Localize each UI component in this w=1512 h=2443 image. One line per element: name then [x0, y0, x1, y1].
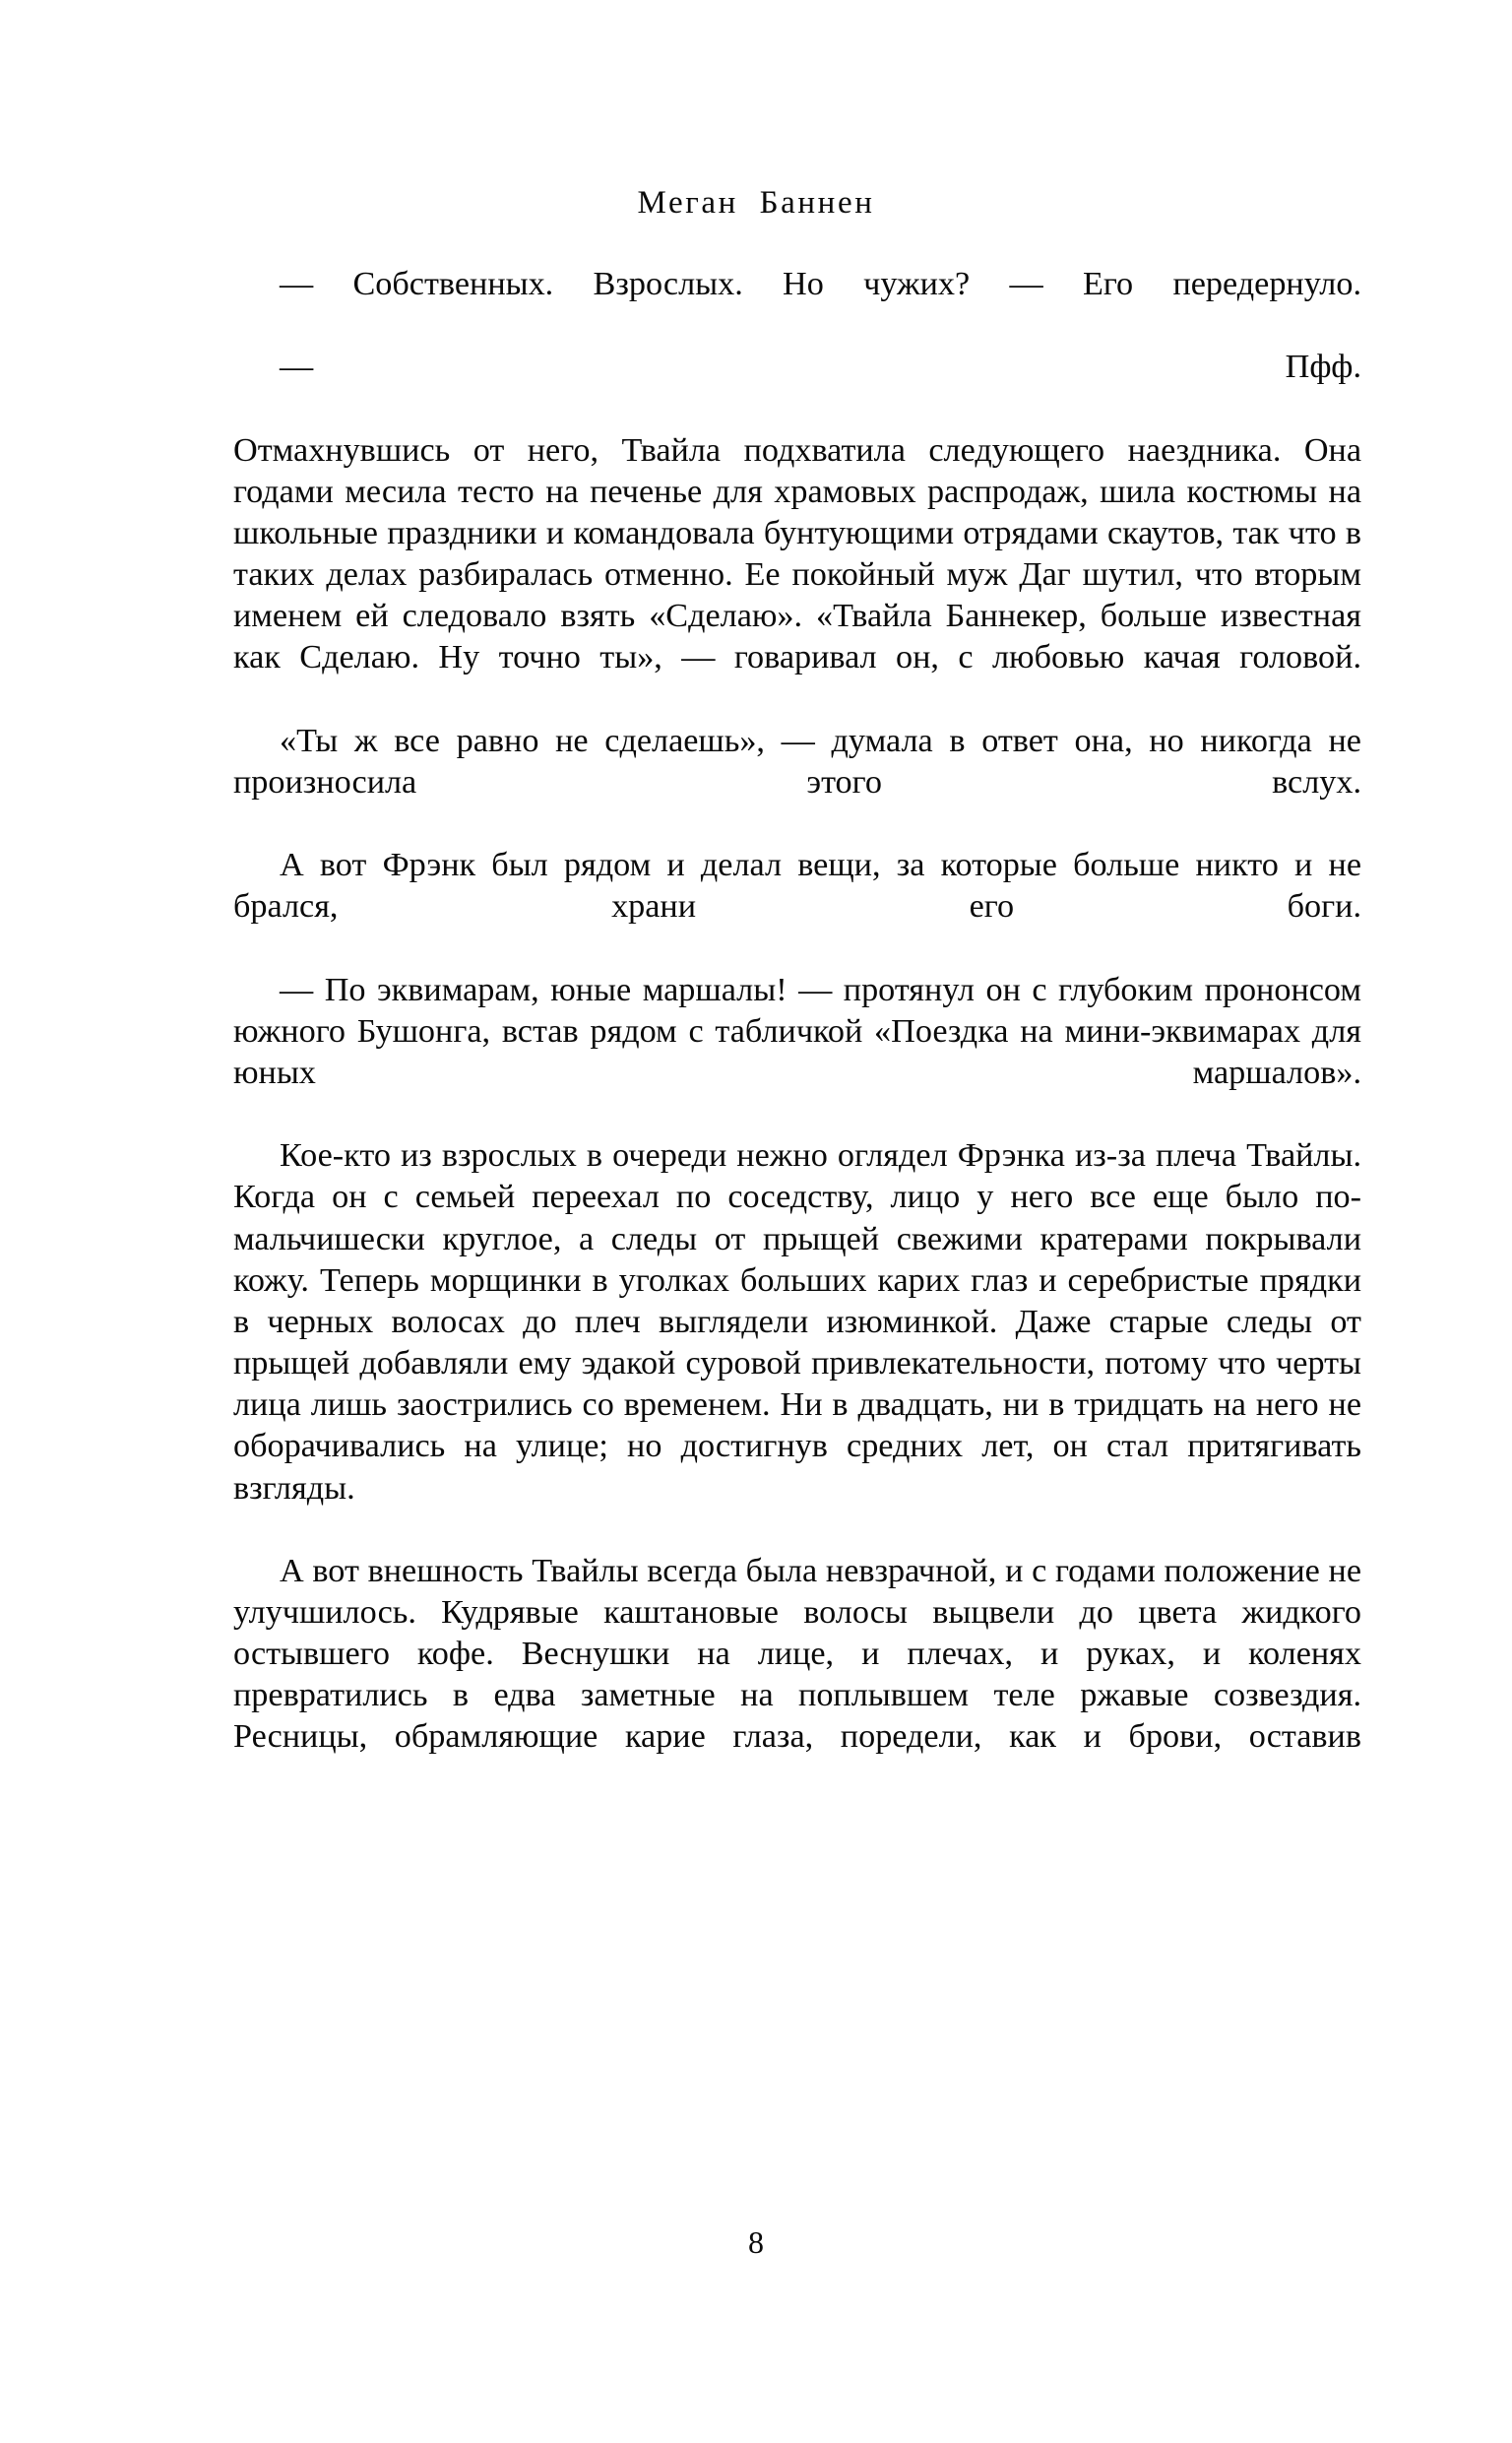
running-header-author: Меган Баннен [637, 185, 875, 221]
paragraph: А вот Фрэнк был рядом и делал вещи, за которые больше никто и не брался, храни его боги. [233, 847, 1361, 926]
paragraph: — Собственных. Взрослых. Но чужих? — Его передернуло. [280, 266, 1361, 302]
paragraph: Отмахнувшись от него, Твайла подхватила следующего наездника. Она годами месила тесто на печенье для храмовых распродаж, шила костюмы на школьные праздники и командовала бунтующими отрядами скаутов, так что в таких делах разбиралась отменно. Ее покойный муж Даг шутил, что вторым именем ей следовало взять «Сделаю». «Твайла Баннекер, больше известная как Сделаю. Ну точно ты», — говаривал он, с любовью качая головой. [233, 431, 1361, 676]
paragraph: «Ты ж все равно не сделаешь», — думала в ответ она, но никогда не произносила этого вслух. [233, 722, 1361, 801]
body-text-block [233, 264, 1361, 1800]
paragraph: — По эквимарам, юные маршалы! — протянул он с глубоким прононсом южного Бушонга, встав рядом с табличкой «Поездка на мини-эквимарах для юных маршалов». [233, 971, 1361, 1091]
paragraph: Кое-кто из взрослых в очереди нежно оглядел Фрэнка из-за плеча Твайлы. Когда он с семьей переехал по соседству, лицо у него все еще было по-мальчишески круглое, а следы от прыщей свежими кратерами покрывали кожу. Теперь морщинки в уголках больших карих глаз и серебристые прядки в черных волосах до плеч выглядели изюминкой. Даже старые следы от прыщей добавляли ему эдакой суровой привлекательности, потому что черты лица лишь заострились со временем. Ни в двадцать, ни в тридцать на него не оборачивались на улице; но достигнув средних лет, он стал притягивать взгляды. [233, 1137, 1361, 1507]
paragraph: — Пфф. [280, 349, 1361, 386]
page-number: 8 [748, 2224, 764, 2260]
paragraph: А вот внешность Твайлы всегда была невзрачной, и с годами положение не улучшилось. Кудрявые каштановые волосы выцвели до цвета жидкого остывшего кофе. Веснушки на лице, и плечах, и руках, и коленях превратились в едва заметные на поплывшем теле ржавые созвездия. Ресницы, обрамляющие карие глаза, поредели, как и брови, оставив [233, 1552, 1361, 1756]
